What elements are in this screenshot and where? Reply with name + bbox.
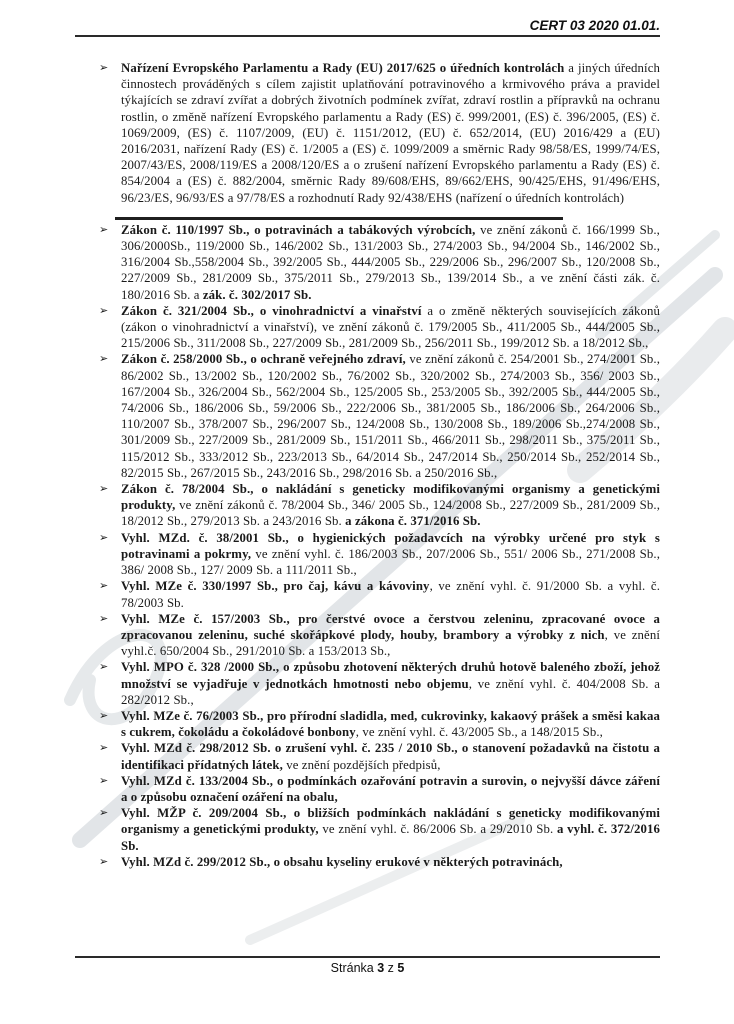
- list-item-text: Vyhl. MPO č. 328 /2000 Sb., o způsobu zhotovení některých druhů hotově baleného zboží, jehož množství se vyjadřuje v jednotkách hmotnosti nebo objemu, ve znění vyhl. č. 404/2008 Sb. a 282/2012 Sb.,: [121, 660, 660, 707]
- list-item-text: Vyhl. MZd č. 299/2012 Sb., o obsahu kyseliny erukové v některých potravinách,: [121, 854, 563, 869]
- list-item-text: Vyhl. MZe č. 157/2003 Sb., pro čerstvé ovoce a čerstvou zeleninu, zpracované ovoce a zpracovanou zeleninu, suché skořápkové plody, houby, brambory a výrobky z nich, ve znění vyhl.č. 650/2004 Sb., 291/2010 Sb. a 153/2013 Sb.,: [121, 611, 660, 659]
- list-item: [100, 805, 660, 854]
- list-item: [100, 222, 660, 303]
- list-item: [100, 303, 660, 352]
- regulation-list: [100, 60, 660, 870]
- list-item: [100, 578, 660, 610]
- list-item-text: Nařízení Evropského Parlamentu a Rady (EU) 2017/625 o úředních kontrolách a jiných úředních činnostech prováděných s cílem zajistit uplatňování potravinového a krmivového práva a pravidel týkajících se zdraví zvířat a dobrých životních podmínek zvířat, zdraví rostlin a přípravků na ochranu rostlin, o změně nařízení Evropského parlamentu a Rady (ES) č. 999/2001, (ES) č. 396/2005, (ES) č. 1069/2009, (ES) č. 1107/2009, (EU) č. 1151/2012, (EU) č. 652/2014, (EU) 2016/429 a (EU) 2016/2031, nařízení Rady (ES) č. 1/2005 a (ES) č. 1099/2009 a směrnic Rady 98/58/ES, 1999/74/ES, 2007/43/ES, 2008/119/ES a 2008/120/ES a o zrušení nařízení Evropského parlamentu a Rady (ES) č. 854/2004 a (ES) č. 882/2004, směrnic Rady 89/608/EHS, 89/662/EHS, 90/425/EHS, 91/496/EHS, 96/23/ES, 96/93/ES a 97/78/ES a rozhodnutí Rady 92/438/EHS (nařízení o úředních kontrolách): [121, 61, 660, 205]
- arrow-bullet-icon: ➢: [99, 304, 109, 317]
- list-item-text: Zákon č. 258/2000 Sb., o ochraně veřejného zdraví, ve znění zákonů č. 254/2001 Sb., 274/2001 Sb., 86/2002 Sb., 13/2002 Sb., 120/2002 Sb., 76/2002 Sb., 320/2002 Sb., 274/2003 Sb., 356/ 2003 Sb., 167/2004 Sb., 326/2004 Sb., 562/2004 Sb., 125/2005 Sb., 253/2005 Sb., 392/2005 Sb., 444/2005 Sb., 74/2006 Sb., 186/2006 Sb., 59/2006 Sb., 222/2006 Sb., 381/2005 Sb., 186/2006 Sb., 264/2006 Sb., 110/2007 Sb., 378/2007 Sb., 296/2007 Sb., 124/2008 Sb., 130/2008 Sb., 189/2006 Sb.,274/2008 Sb., 301/2009 Sb., 227/2009 Sb., 281/2009 Sb., 151/2011 Sb., 466/2011 Sb., 298/2011 Sb., 375/2011 Sb., 115/2012 Sb., 333/2012 Sb., 223/2013 Sb., 64/2014 Sb., 247/2014 Sb., 250/2014 Sb., 252/2014 Sb., 82/2015 Sb., 267/2015 Sb., 243/2016 Sb., 298/2016 Sb. a 250/2016 Sb.,: [121, 352, 661, 480]
- page-footer: [75, 956, 660, 975]
- arrow-bullet-icon: ➢: [99, 483, 109, 496]
- arrow-bullet-icon: ➢: [99, 855, 109, 868]
- list-item-text: Vyhl. MZe č. 76/2003 Sb., pro přírodní sladidla, med, cukrovinky, kakaový prášek a směsi kakaa s cukrem, čokoládu a čokoládové bonbony, ve znění vyhl. č. 43/2005 Sb., a 148/2015 Sb.,: [121, 708, 660, 740]
- footer-total-pages: 5: [397, 961, 405, 975]
- arrow-bullet-icon: ➢: [99, 709, 109, 722]
- section-divider: [115, 217, 563, 220]
- list-item-text: Vyhl. MZd č. 298/2012 Sb. o zrušení vyhl. č. 235 / 2010 Sb., o stanovení požadavků na čistotu a identifikaci přídatných látek, ve znění pozdějších předpisů,: [121, 741, 660, 772]
- list-item-text: Zákon č. 110/1997 Sb., o potravinách a tabákových výrobcích, ve znění zákonů č. 166/1999 Sb., 306/2000Sb., 119/2000 Sb., 146/2002 Sb., 131/2003 Sb., 274/2003 Sb., 94/2004 Sb., 146/2002 Sb., 316/2004 Sb.,558/2004 Sb., 392/2005 Sb., 444/2005 Sb., 229/2006 Sb., 296/2007 Sb., 120/2008 Sb., 227/2009 Sb., 281/2009 Sb., 375/2011 Sb., 279/2013 Sb., 139/2014 Sb., a ve znění části zák. č. 180/2016 Sb. a zák. č. 302/2017 Sb.: [121, 222, 660, 302]
- footer-page-number: 3: [377, 961, 385, 975]
- list-item-text: Zákon č. 78/2004 Sb., o nakládání s geneticky modifikovanými organismy a genetickými produkty, ve znění zákonů č. 78/2004 Sb., 346/ 2005 Sb., 124/2008 Sb., 227/2009 Sb., 281/2009 Sb., 18/2012 Sb., 279/2013 Sb. a 243/2016 Sb. a zákona č. 371/2016 Sb.: [121, 482, 660, 529]
- document-code: CERT 03 2020 01.01.: [529, 18, 660, 33]
- list-item-text: Vyhl. MZe č. 330/1997 Sb., pro čaj, kávu a kávoviny, ve znění vyhl. č. 91/2000 Sb. a vyhl. č. 78/2003 Sb.: [121, 579, 661, 610]
- list-item: [100, 481, 660, 530]
- arrow-bullet-icon: ➢: [99, 62, 109, 74]
- arrow-bullet-icon: ➢: [99, 531, 109, 544]
- arrow-bullet-icon: ➢: [99, 774, 109, 787]
- list-item: [100, 773, 660, 805]
- arrow-bullet-icon: ➢: [99, 807, 109, 820]
- arrow-bullet-icon: ➢: [99, 742, 109, 755]
- list-item: [100, 740, 660, 772]
- arrow-bullet-icon: ➢: [99, 661, 109, 674]
- list-item: [100, 530, 660, 579]
- arrow-bullet-icon: ➢: [99, 223, 109, 236]
- page-header: [0, 0, 734, 33]
- list-item-text: Vyhl. MZd č. 133/2004 Sb., o podmínkách ozařování potravin a surovin, o nejvyšší dávce záření a o způsobu označení ozáření na obalu,: [121, 773, 660, 804]
- list-item: [100, 611, 660, 660]
- list-item-text: Vyhl. MŽP č. 209/2004 Sb., o bližších podmínkách nakládání s geneticky modifikovanými organismy a genetickými produkty, ve znění vyhl. č. 86/2006 Sb. a 29/2010 Sb. a vyhl. č. 372/2016 Sb.: [121, 806, 660, 853]
- arrow-bullet-icon: ➢: [99, 353, 109, 366]
- list-item: [100, 351, 660, 481]
- list-item: [100, 659, 660, 708]
- footer-page-label: Stránka: [330, 961, 374, 975]
- list-item-text: Zákon č. 321/2004 Sb., o vinohradnictví a vinařství a o změně některých souvisejících zákonů (zákon o vinohradnictví a vinařství), ve znění zákonů č. 179/2005 Sb., 411/2005 Sb., 444/2005 Sb., 215/2006 Sb., 311/2008 Sb., 227/2009 Sb., 281/2009 Sb., 256/2011 Sb., 199/2012 Sb. a 18/2012 Sb.,: [121, 303, 660, 351]
- arrow-bullet-icon: ➢: [99, 612, 109, 625]
- header-rule: [75, 35, 660, 37]
- arrow-bullet-icon: ➢: [99, 580, 109, 593]
- list-item-text: Vyhl. MZd. č. 38/2001 Sb., o hygienických požadavcích na výrobky určené pro styk s potravinami a pokrmy, ve znění vyhl. č. 186/2003 Sb., 207/2006 Sb., 551/ 2006 Sb., 271/2008 Sb., 386/ 2008 Sb., 127/ 2009 Sb. a 111/2011 Sb.,: [121, 530, 660, 578]
- footer-of-word: z: [387, 961, 394, 975]
- list-item: [100, 60, 660, 206]
- list-item: [100, 854, 660, 870]
- list-item: [100, 708, 660, 740]
